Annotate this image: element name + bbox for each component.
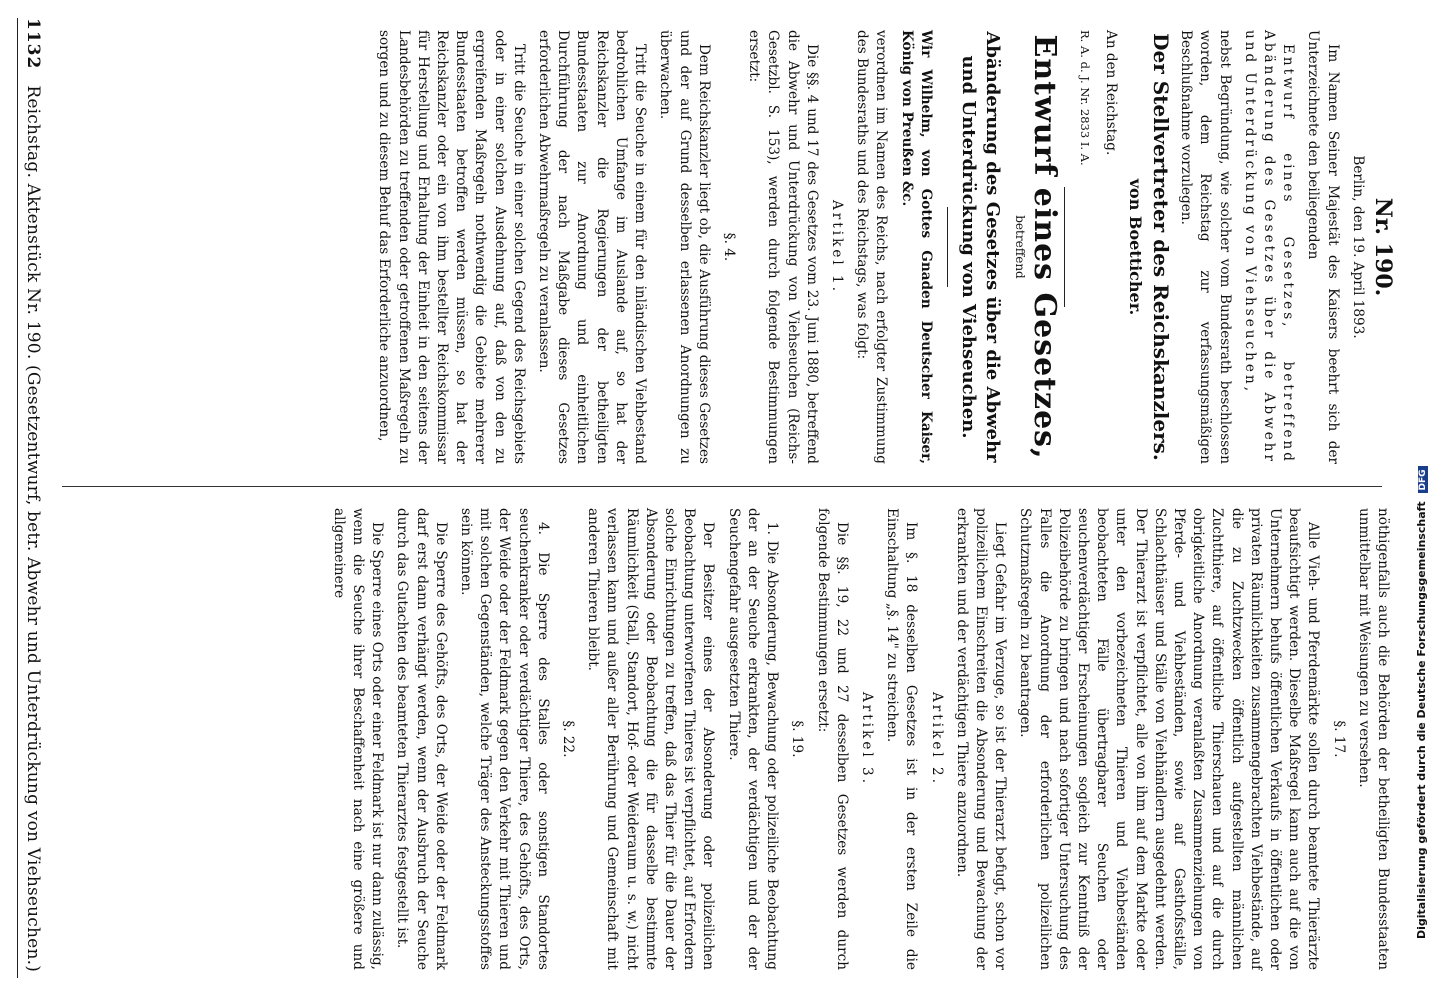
- dfg-logo: DFG: [1418, 466, 1428, 493]
- section-17-paragraph: Liegt Gefahr im Verzuge, so ist der Thierarzt befugt, schon vor polizeilichem Einschreiten die Absonderung und Bewachung der erkrankten und der verdächtigen Thiere anzuordnen.: [953, 508, 1009, 970]
- reference-number: R. A. d. J. Nr. 2833 I. A.: [1078, 30, 1093, 166]
- section-19-paragraph: 1. Die Absonderung, Bewachung oder polizeiliche Beobachtung der an der Seuche erkrankten, der verdächtigen und der der Seuchengefahr ausgesetzten Thiere.: [725, 508, 781, 970]
- intro-conclusion: nebst Begründung, wie solcher vom Bundesrath beschlossen worden, dem Reichstag zur verfassungsmäßigen Beschlußnahme vorzulegen.: [1178, 30, 1233, 464]
- addressee: An den Reichstag.: [1102, 30, 1119, 156]
- column-divider: [62, 486, 1382, 487]
- date-line: Berlin, den 19. April 1893.: [1349, 155, 1366, 339]
- section-4-paragraph: Tritt die Seuche in einer solchen Gegend des Reichsgebiets oder in einer solchen Ausdehnung auf, daß von den zu ergreifenden Maßregeln nothwendig die Gebiete mehrerer Bundesstaaten betroffen werden müssen, so hat der Reichskanzler oder ein von ihm bestellter Reichskommissar für Herstellung und Erhaltung der Einheit in den seitens der Landesbehörden zu treffenden oder getroffenen Maßregeln zu sorgen und zu diesem Behuf das Erforderliche anzuordnen,: [376, 30, 527, 464]
- article-2-heading: Artikel 2.: [928, 691, 945, 787]
- article-1-heading: Artikel 1.: [828, 199, 845, 295]
- section-4-heading: §. 4.: [720, 232, 737, 262]
- page-header: [17, 18, 48, 978]
- preamble-text: verordnen im Namen des Reichs, nach erfolgter Zustimmung des Bundesraths und des Reichstags, was folgt:: [854, 30, 890, 464]
- title-rule: [947, 207, 948, 287]
- running-head: Reichstag. Aktenstück Nr. 190. (Gesetzentwurf, betr. Abwehr und Unterdrückung von Viehseuchen.): [23, 85, 43, 973]
- preamble-sovereign: Wir Wilhelm, von Gottes Gnaden Deutscher Kaiser, König von Preußen &c.: [898, 30, 934, 464]
- section-rule: [1064, 187, 1065, 307]
- digitization-note: [1412, 0, 1432, 1000]
- signature-title: Der Stellvertreter des Reichskanzlers.: [1148, 33, 1173, 461]
- section-22-heading: §. 22.: [560, 720, 577, 758]
- digitization-credit: Digitalisierung gefördert durch die Deutsche Forschungsgemeinschaft: [1415, 501, 1428, 939]
- section-22-paragraph: Die Sperre eines Orts oder einer Feldmark ist nur dann zulässig, wenn die Seuche ihrer Beschaffenheit nach eine größere und allgemeinere: [330, 508, 386, 970]
- section-17-heading: §. 17.: [1330, 720, 1347, 758]
- left-column: [368, 30, 1396, 464]
- section-22-paragraph: 4. Die Sperre des Stalles oder sonstigen Standortes seuchenkranker oder verdächtiger Thiere, des Gehöfts, des Orts, der Weide oder der Feldmark gegen den Verkehr mit Thieren und mit solchen Gegenständen, welche Träger des Ansteckungsstoffes sein können.: [458, 508, 551, 970]
- article-3-heading: Artikel 3.: [858, 691, 875, 787]
- section-4-paragraph: Tritt die Seuche in einem für den inländischen Viehbestand bedrohlichen Umfange im Auslande auf, so hat der Reichskanzler die Regierungen der betheiligten Bundesstaaten zur Anordnung und einheitlichen Durchführung der nach Maßgabe dieses Gesetzes erforderlichen Abwehrmaßregeln zu veranlassen.: [536, 30, 649, 464]
- intro-bill-title: Entwurf eines Gesetzes, betreffend Abänderung des Gesetzes über die Abwehr und Unterdrückung von Viehseuchen,: [1241, 30, 1297, 464]
- section-4-paragraph: Dem Reichskanzler liegt ob, die Ausführung dieses Gesetzes und der auf Grund desselben erlassenen Anordnungen zu überwachen.: [657, 30, 712, 464]
- section-19-heading: §. 19.: [789, 720, 806, 758]
- article-1-text: Die §§. 4 und 17 des Gesetzes vom 23. Juni 1880, betreffend die Abwehr und Unterdrückung von Viehseuchen (Reichs-Gesetzbl. S. 153), werden durch folgende Bestimmungen ersetzt:: [746, 30, 820, 464]
- section-22-paragraph: Die Sperre des Gehöfts, des Orts, der Weide oder der Feldmark darf erst dann verhängt werden, wenn der Ausbruch der Seuche durch das Gutachten des beamteten Thierarztes festgestellt ist.: [394, 508, 449, 970]
- article-3-text: Die §§. 19, 22 und 27 desselben Gesetzes werden durch folgende Bestimmungen ersetzt:: [814, 508, 850, 970]
- betreffend-label: betreffend: [1012, 215, 1027, 279]
- intro-text: Im Namen Seiner Majestät des Kaisers beehrt sich der Unterzeichnete den beiliegenden: [1305, 30, 1341, 464]
- document-number: Nr. 190.: [1370, 197, 1396, 297]
- section-17-paragraph: Alle Vieh- und Pferdemärkte sollen durch beamtete Thierärzte beaufsichtigt werden. Dieselbe Maßregel kann auch auf die von Unternehmern behufs öffentlichen Verkaufs in öffentlichen oder privaten Räumlichkeiten zusammengebrachten Viehbestände, auf die zu Zuchtzwecken öffentlich aufgestellten männlichen Zuchtthiere, auf öffentliche Thierschauen und auf die durch obrigkeitliche Anordnung veranlaßten Zusammenziehungen von Pferde- und Viehbeständen, sowie auf Gasthofsställe, Schlachthäuser und Ställe von Viehhändlern ausgedehnt werden. Der Thierarzt ist verpflichtet, alle von ihm auf dem Markte oder unter den vorbezeichneten Thieren und Viehbeständen beobachteten Fälle übertragbarer Seuchen oder seuchenverdächtiger Erscheinungen sogleich zur Kenntniß der Polizeibehörde zu bringen und nach sofortiger Untersuchung des Falles die Anordnung der erforderlichen polizeilichen Schutzmaßregeln zu beantragen.: [1017, 508, 1322, 970]
- signature-name: von Boetticher.: [1125, 178, 1145, 316]
- page-number: 1132: [23, 18, 43, 70]
- article-2-text: Im §. 18 desselben Gesetzes ist in der ersten Zeile die Einschaltung „§. 14" zu streichen.: [884, 508, 920, 970]
- section-19-paragraph: Der Besitzer eines der Absonderung oder polizeilichen Beobachtung unterworfenen Thieres ist verpflichtet, auf Erfordern solche Einrichtungen zu treffen, daß das Thier für die Dauer der Absonderung oder Beobachtung die für dasselbe bestimmte Räumlichkeit (Stall, Standort, Hof- oder Weideraum u. s. w.) nicht verlassen kann und außer aller Berührung und Gemeinschaft mit anderen Thieren bleibt.: [585, 508, 717, 971]
- continued-text: nöthigenfalls auch die Behörden der betheiligten Bundesstaaten unmittelbar mit Weisungen zu versehen.: [1355, 508, 1391, 970]
- right-column: [323, 508, 1392, 970]
- bill-title: Entwurf eines Gesetzes,: [1027, 34, 1063, 460]
- bill-subtitle: Abänderung des Gesetzes über die Abwehr und Unterdrückung von Viehseuchen.: [957, 31, 1003, 463]
